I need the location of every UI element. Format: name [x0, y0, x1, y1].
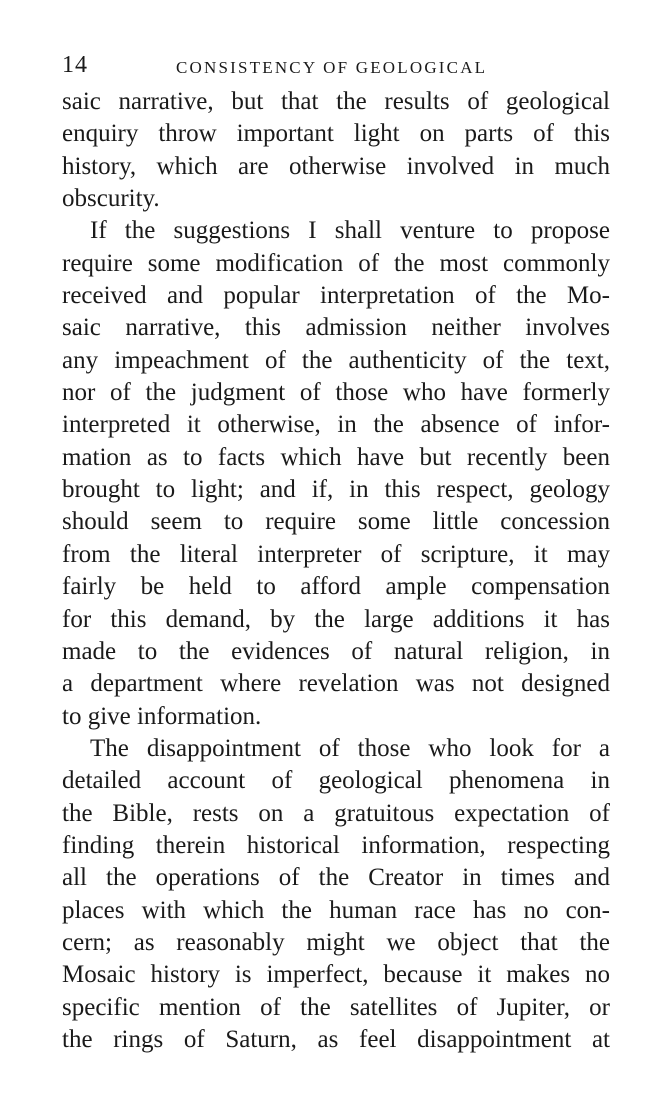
text-line: specific mention of the satellites of Jupiter, or	[62, 993, 610, 1021]
text-line: Mosaic history is imperfect, because it makes no	[62, 961, 610, 989]
text-line: any impeachment of the authenticity of the text,	[62, 346, 610, 374]
text-line: made to the evidences of natural religion, in	[62, 637, 610, 665]
text-line: brought to light; and if, in this respect, geology	[62, 476, 610, 504]
paragraph-1	[62, 86, 610, 215]
text-line: nor of the judgment of those who have formerly	[62, 379, 610, 407]
running-title: CONSISTENCY OF GEOLOGICAL	[176, 58, 488, 77]
book-page	[62, 50, 610, 1056]
text-line: to give information.	[62, 702, 262, 730]
text-line: cern; as reasonably might we object that the	[62, 928, 610, 956]
text-line: saic narrative, this admission neither involves	[62, 314, 610, 342]
text-line: for this demand, by the large additions it has	[62, 605, 610, 633]
page-number: 14	[62, 52, 88, 78]
text-line: require some modification of the most commonly	[62, 249, 610, 277]
body-text	[62, 86, 610, 1056]
text-line: The disappointment of those who look for a	[90, 734, 610, 762]
text-line: If the suggestions I shall venture to propose	[90, 217, 610, 245]
text-line: detailed account of geological phenomena in	[62, 767, 610, 795]
running-head	[62, 50, 610, 86]
text-line: enquiry throw important light on parts of this	[62, 120, 610, 148]
text-line: saic narrative, but that the results of geological	[62, 88, 610, 115]
text-line: the rings of Saturn, as feel disappointment at	[62, 1025, 610, 1053]
text-line: mation as to facts which have but recently been	[62, 443, 610, 471]
text-line: obscurity.	[62, 185, 160, 213]
paragraph-3	[62, 733, 610, 1056]
text-line: the Bible, rests on a gratuitous expectation of	[62, 799, 610, 827]
text-line: from the literal interpreter of scripture, it may	[62, 540, 610, 568]
text-line: history, which are otherwise involved in much	[62, 152, 610, 180]
text-line: finding therein historical information, respecting	[62, 831, 610, 859]
text-line: all the operations of the Creator in times and	[62, 864, 610, 892]
text-line: fairly be held to afford ample compensation	[62, 573, 610, 601]
text-line: interpreted it otherwise, in the absence of infor-	[62, 411, 610, 439]
text-line: should seem to require some little concession	[62, 508, 610, 536]
text-line: a department where revelation was not designed	[62, 670, 610, 698]
text-line: received and popular interpretation of the Mo-	[62, 282, 610, 310]
paragraph-2	[62, 215, 610, 733]
text-line: places with which the human race has no con-	[62, 896, 610, 924]
